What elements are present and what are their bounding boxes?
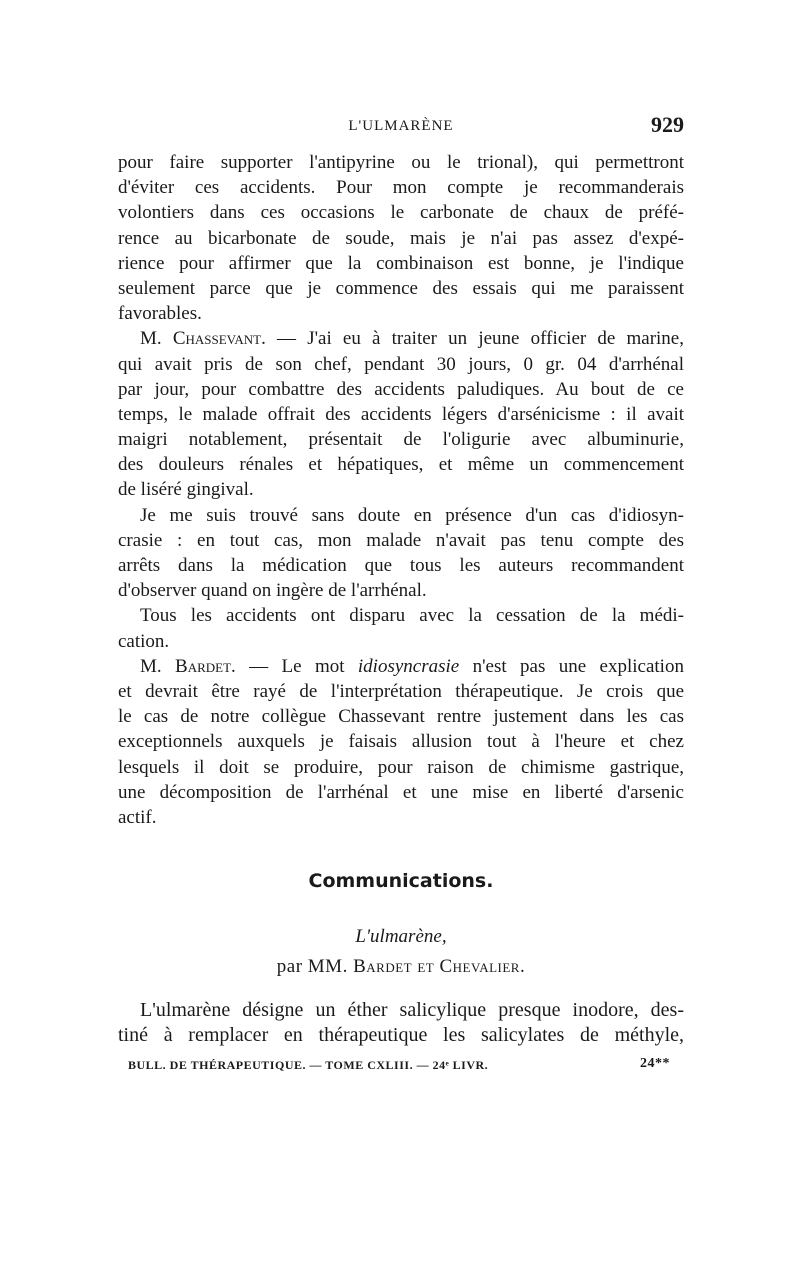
text-line: seulement parce que je commence des essais qui me paraissent xyxy=(118,277,684,299)
text-line: favorables. xyxy=(118,303,202,325)
body-text xyxy=(118,150,684,830)
text-line: qui avait pris de son chef, pendant 30 jours, 0 gr. 04 d'arrhénal xyxy=(118,353,684,375)
speaker-name: M. Bardet. xyxy=(140,655,236,677)
text-line: temps, le malade offrait des accidents légers d'arsénicisme : il avait xyxy=(118,403,684,425)
text-line: de liséré gingival. xyxy=(118,479,254,501)
paragraph-first-line: Tous les accidents ont disparu avec la cessation de la médi- xyxy=(140,605,684,627)
paragraph-first-line: L'ulmarène désigne un éther salicylique presque inodore, des- xyxy=(140,999,684,1021)
text-run: — J'ai eu à traiter un jeune officier de marine, xyxy=(265,328,684,350)
paragraph-first-line xyxy=(118,654,684,679)
paragraph-first-line xyxy=(118,326,684,351)
text-line: le cas de notre collègue Chassevant rentre justement dans les cas xyxy=(118,706,684,728)
text-line: une décomposition de l'arrhénal et une mise en liberté d'arsenic xyxy=(118,781,684,803)
running-title: L'ULMARÈNE xyxy=(348,118,454,134)
text-line: pour faire supporter l'antipyrine ou le trional), qui permettront xyxy=(118,152,684,173)
speaker-name: M. Chassevant. xyxy=(140,328,266,350)
page-number: 929 xyxy=(651,112,684,137)
text-line: volontiers dans ces occasions le carbonate de chaux de préfé- xyxy=(118,202,684,224)
text-run: n'est pas une explication xyxy=(459,655,684,677)
text-line: d'observer quand on ingère de l'arrhénal. xyxy=(118,580,427,602)
text-line: tiné à remplacer en thérapeutique les salicylates de méthyle, xyxy=(118,1024,684,1047)
signature-line: BULL. DE THÉRAPEUTIQUE. — TOME CXLIII. — 24ᵉ LIVR. xyxy=(128,1058,489,1072)
text-line: arrêts dans la médication que tous les auteurs recommandent xyxy=(118,555,684,576)
byline-prefix: par MM. xyxy=(276,956,354,977)
signature-mark: 24** xyxy=(640,1056,670,1071)
paragraph-first-line: Je me suis trouvé sans doute en présence d'un cas d'idiosyn- xyxy=(140,504,684,526)
text-line: maigri notablement, présentait de l'oligurie avec albuminurie, xyxy=(118,429,684,451)
text-line: actif. xyxy=(118,806,157,828)
text-line: rience pour affirmer que la combinaison est bonne, je l'indique xyxy=(118,252,684,274)
signature-footer xyxy=(128,1058,684,1078)
text-line: cation. xyxy=(118,630,170,652)
text-line: et devrait être rayé de l'interprétation thérapeutique. Je crois que xyxy=(118,680,684,702)
text-line: crasie : en tout cas, mon malade n'avait pas tenu compte des xyxy=(118,529,684,551)
article-body xyxy=(118,996,684,1046)
text-run: — Le mot xyxy=(235,655,358,677)
text-line: lesquels il doit se produire, pour raison de chimisme gastrique, xyxy=(118,756,684,778)
text-line: rence au bicarbonate de soude, mais je n'ai pas assez d'expé- xyxy=(118,227,684,249)
running-head xyxy=(118,112,684,140)
text-line: d'éviter ces accidents. Pour mon compte je recommanderais xyxy=(118,177,684,199)
text-line: des douleurs rénales et hépatiques, et même un commencement xyxy=(118,454,684,476)
italic-term: idiosyncrasie xyxy=(357,655,460,677)
byline-authors: Bardet et Chevalier. xyxy=(353,956,526,977)
section-heading: Communications. xyxy=(308,870,494,892)
text-line: exceptionnels auxquels je faisais allusion tout à l'heure et chez xyxy=(118,731,684,753)
text-line: par jour, pour combattre des accidents paludiques. Au bout de ce xyxy=(118,378,684,400)
article-title: L'ulmarène, xyxy=(355,926,447,947)
article-byline xyxy=(118,956,684,978)
